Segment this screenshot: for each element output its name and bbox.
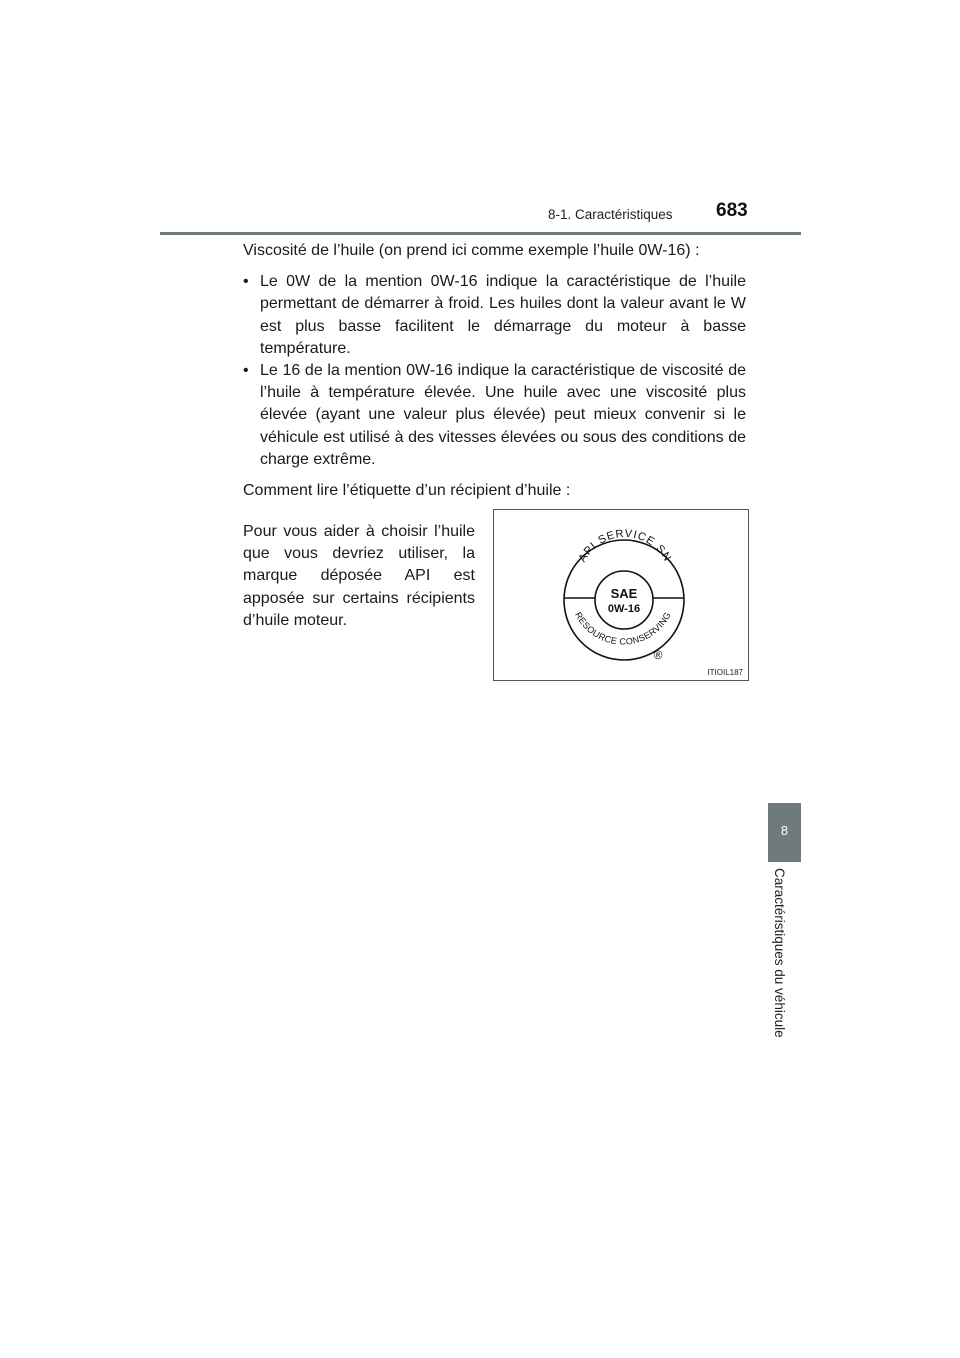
bullet-item (243, 271, 746, 360)
subheading: Comment lire l’étiquette d’un récipient d’huile : (243, 482, 571, 500)
bottom-arc-text: RESOURCE CONSERVING (573, 610, 673, 647)
api-donut-symbol (494, 510, 750, 682)
chapter-number: 8 (780, 823, 789, 838)
header-rule (160, 232, 801, 235)
bullet-item (243, 360, 746, 471)
bullet-list (243, 271, 746, 471)
chapter-tab (768, 803, 801, 862)
chapter-label-text: Caractéristiques du véhicule (772, 868, 787, 1038)
figure-code: ITIOIL187 (707, 668, 743, 677)
bullet-mark: • (243, 273, 249, 291)
top-arc-text: API SERVICE SN (576, 527, 674, 565)
registered-mark: ® (653, 648, 663, 662)
bullet-text: Le 0W de la mention 0W-16 indique la caractéristique de l’huile permettant de démarrer à froid. Les huiles dont la valeur avant le W est plus basse facilitent le démarrage du moteur à basse température. (260, 273, 746, 357)
side-paragraph: Pour vous aider à choisir l’huile que vous devriez utiliser, la marque déposée API est apposée sur certains récipients d’huile moteur. (243, 523, 475, 629)
svg-text:API SERVICE SN (576, 528, 673, 564)
chapter-label (772, 868, 798, 1058)
sae-label: SAE (610, 586, 638, 601)
viscosity-grade: 0W-16 (607, 603, 641, 615)
bullet-mark: • (243, 362, 249, 380)
header-section-title: 8-1. Caractéristiques (548, 207, 673, 222)
main-content (243, 240, 746, 511)
intro-paragraph: Viscosité de l’huile (on prend ici comme exemple l’huile 0W-16) : (243, 242, 700, 259)
api-symbol-figure (493, 509, 749, 681)
bullet-text: Le 16 de la mention 0W-16 indique la caractéristique de viscosité de l’huile à température élevée. Une huile avec une viscosité plus élevée (ayant une valeur plus élevée) peut mieux convenir si le véhicule est utilisé à des vitesses élevées ou sous des conditions de charge extrême. (260, 362, 746, 468)
page-number: 683 (716, 200, 748, 221)
